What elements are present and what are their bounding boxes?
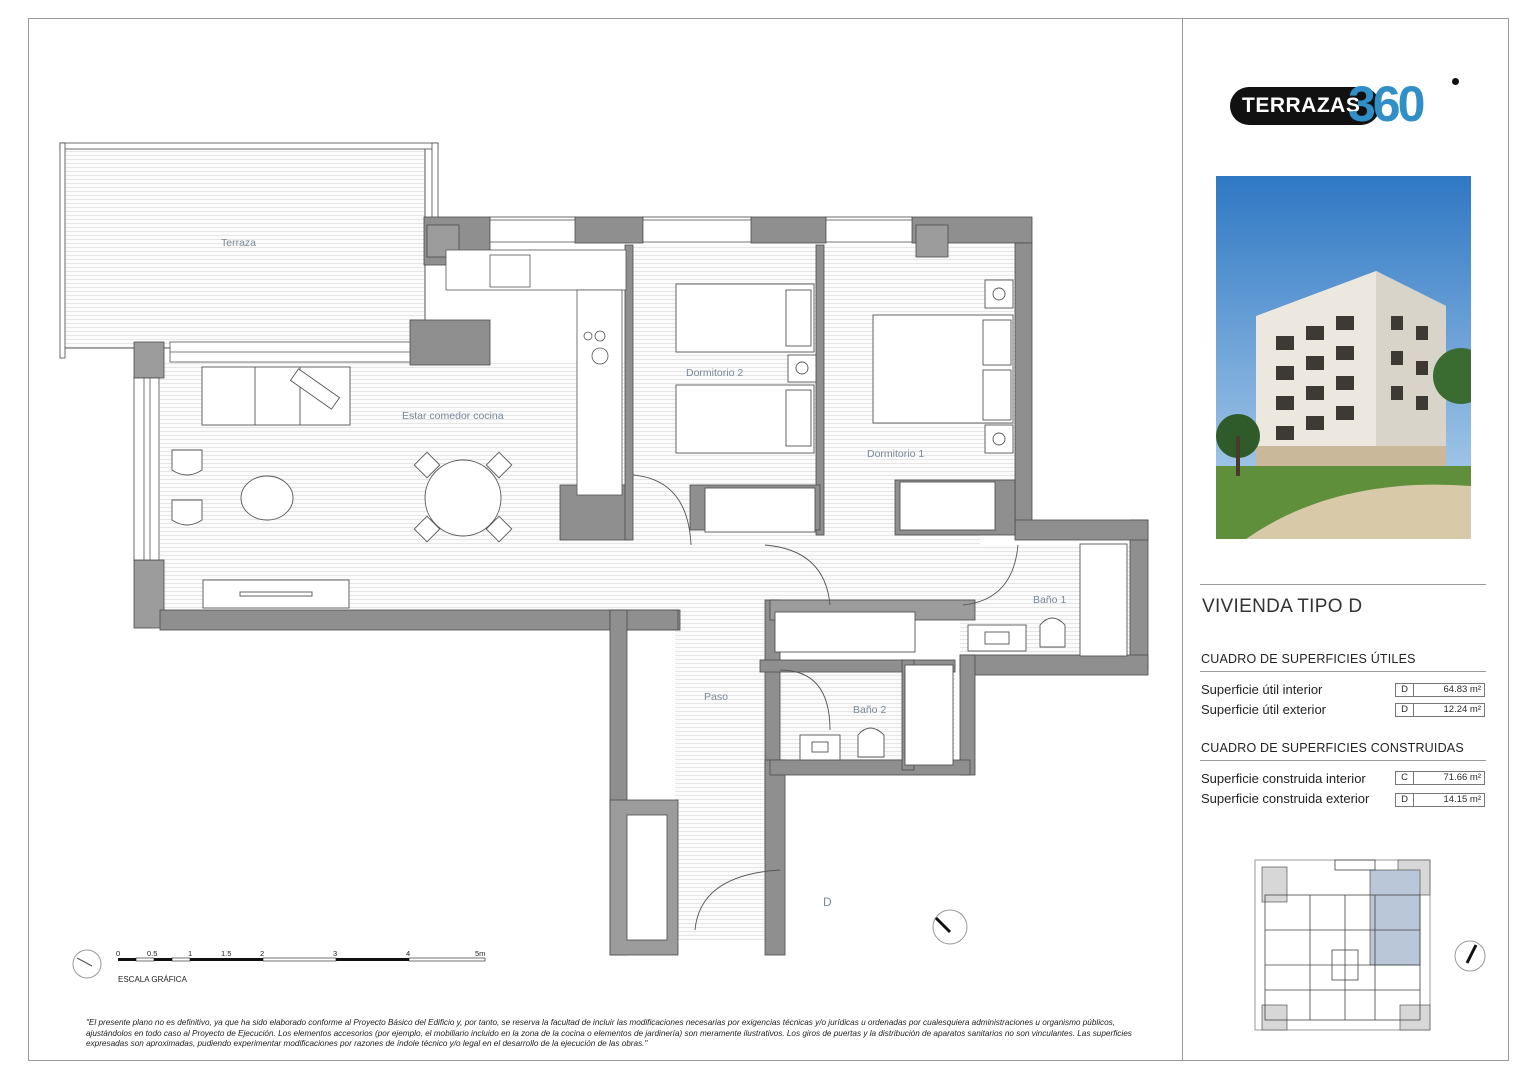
north-arrow-icon (1453, 939, 1487, 973)
built-areas-heading: CUADRO DE SUPERFICIES CONSTRUIDAS (1201, 741, 1464, 755)
useful-row-value-box (1395, 703, 1485, 717)
building-render (1216, 176, 1471, 539)
scale-tick: 0.5 (147, 949, 158, 958)
room-label-bedroom2: Dormitorio 2 (686, 367, 744, 379)
key-plan (1250, 855, 1435, 1035)
logo-number: 360 (1348, 76, 1423, 132)
scale-tick: 2 (260, 949, 265, 958)
brand-logo (1228, 78, 1468, 134)
sheet-title: VIVIENDA TIPO D (1202, 596, 1363, 617)
graphic-scale (116, 949, 485, 984)
scale-tick: 5m (475, 949, 486, 958)
area-value: 71.66 m² (1443, 772, 1481, 783)
room-label-terrace: Terraza (221, 237, 257, 249)
column-divider (1182, 18, 1183, 1061)
room-label-bath2: Baño 2 (853, 704, 887, 716)
useful-areas-heading: CUADRO DE SUPERFICIES ÚTILES (1201, 652, 1416, 666)
north-arrow-icon (933, 910, 967, 944)
scale-tick: 4 (406, 949, 411, 958)
room-label-hall: Paso (704, 691, 728, 703)
area-code: D (1396, 684, 1414, 696)
built-row-value-box (1395, 771, 1485, 785)
area-value: 12.24 m² (1443, 704, 1481, 715)
useful-rule (1200, 671, 1486, 672)
useful-row-label: Superficie útil interior (1201, 682, 1323, 697)
area-code: C (1396, 772, 1414, 784)
title-rule (1200, 584, 1486, 585)
useful-row-label: Superficie útil exterior (1201, 702, 1326, 717)
area-code: D (1396, 704, 1414, 716)
built-row-label: Superficie construida exterior (1201, 791, 1370, 806)
scale-caption: ESCALA GRÁFICA (118, 975, 187, 984)
scale-tick: 3 (333, 949, 338, 958)
area-value: 14.15 m² (1443, 794, 1481, 805)
legal-disclaimer: "El presente plano no es definitivo, ya que ha sido elaborado conforme al Proyecto Básico del Edificio y, por tanto, se reserva la facultad de incluir las modificaciones necesarias por exigencias técnicas y/o jurídicas u ordenadas por cualesquiera administraciones u organismo públicos, ajustándolos en todo caso al Proyecto de Ejecución. Los elementos accesorios (por ejemplo, el mobiliario incluido en la zona de la cocina o elementos de jardinería) son meramente ilustrativos. Los giros de puertas y la distribución de aparatos sanitarios no son vinculantes. Las superficies expresadas son aproximadas, pudiendo experimentar modificaciones por razones de índole técnico y/o legal en el desarrollo de la ejecución de las obras." (86, 1018, 1132, 1048)
room-label-bedroom1: Dormitorio 1 (867, 448, 925, 460)
logo-text: TERRAZAS (1242, 94, 1361, 117)
scale-tick: 1 (188, 949, 193, 958)
floor-plan (40, 120, 1170, 1020)
area-value: 64.83 m² (1443, 684, 1481, 695)
built-row-label: Superficie construida interior (1201, 771, 1366, 786)
room-label-living: Estar comedor cocina (402, 410, 504, 422)
built-rule (1200, 760, 1486, 761)
built-row-value-box (1395, 793, 1485, 807)
unit-letter: D (823, 895, 832, 909)
scale-tick: 1.5 (221, 949, 232, 958)
scale-tick: 0 (116, 949, 121, 958)
keyplan-unit-highlight (1370, 870, 1420, 965)
useful-row-value-box (1395, 683, 1485, 697)
compass-icon (73, 950, 101, 978)
room-label-bath1: Baño 1 (1033, 594, 1067, 606)
logo-dot (1452, 78, 1459, 85)
area-code: D (1396, 794, 1414, 806)
